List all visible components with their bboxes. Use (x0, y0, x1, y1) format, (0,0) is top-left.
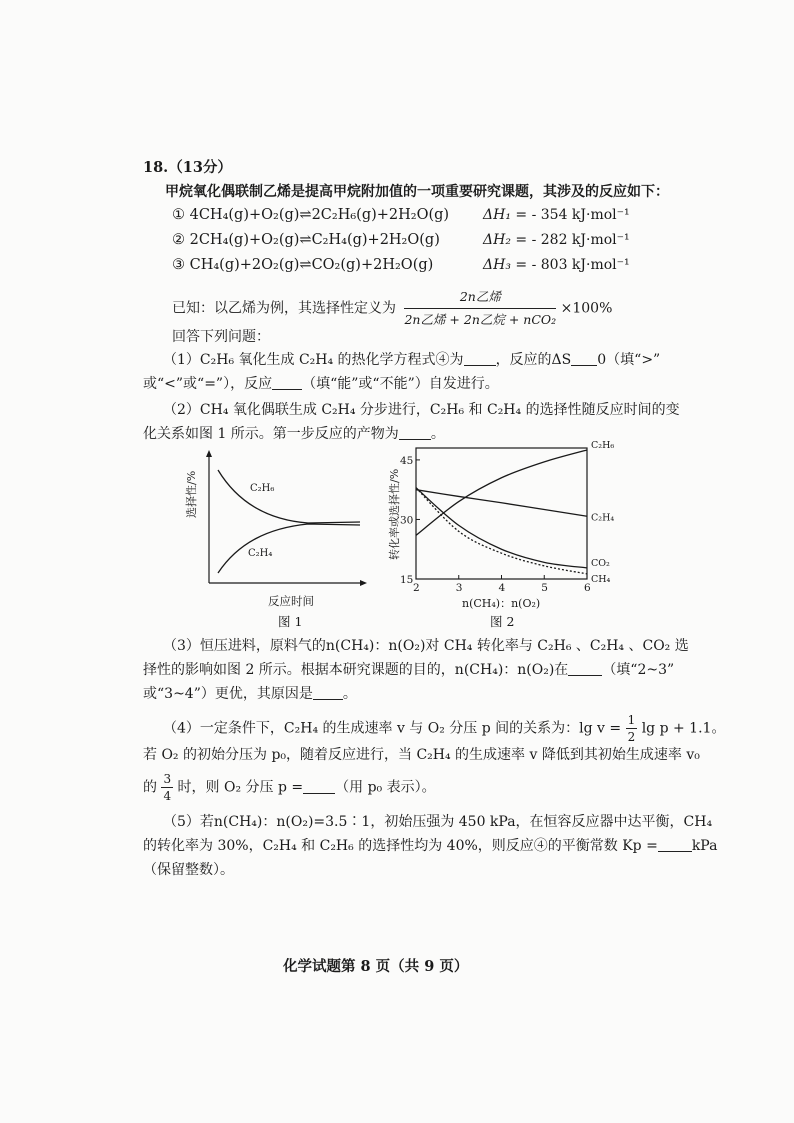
answer-blank[interactable] (571, 351, 597, 366)
enthalpy-2 (483, 232, 630, 248)
fig1-caption: 图 1 (278, 614, 303, 629)
enthalpy-1 (483, 207, 630, 223)
definition-prefix: 已知：以乙烯为例，其选择性定义为 (172, 300, 396, 317)
q4-fraction (626, 713, 638, 744)
q5-line3: （保留整数）。 (143, 862, 234, 878)
fraction-denominator: 4 (163, 789, 172, 803)
q2-text: 。 (430, 426, 445, 442)
reaction-equation: 4CH₄(g)+O₂(g)⇌2C₂H₆(g)+2H₂O(g) (189, 207, 450, 223)
q4-fraction-2 (161, 772, 173, 803)
reaction-label: ② (172, 232, 185, 248)
enthalpy-value: = - 282 kJ·mol⁻¹ (515, 232, 630, 248)
answer-blank[interactable] (303, 779, 335, 794)
q4-line3 (143, 772, 436, 803)
fig2-y-tick-label: 15 (400, 574, 414, 586)
q1-text: 或“<”或“=”），反应 (143, 376, 273, 392)
fig1-ylabel: 选择性/% (185, 470, 198, 518)
selectivity-fraction (404, 287, 556, 330)
fig2-series-label: CH₄ (591, 573, 611, 585)
q1-text: （1）C₂H₆ 氧化生成 C₂H₄ 的热化学方程式④为 (163, 352, 464, 368)
q1-text: 0（填“>” (597, 352, 661, 368)
fig2-series-line (416, 490, 587, 517)
enthalpy-value: = - 803 kJ·mol⁻¹ (515, 257, 630, 273)
answer-intro: 回答下列问题： (172, 329, 270, 345)
fig1-label-lower: C₂H₄ (248, 548, 273, 559)
fig1-curve-upper (218, 470, 360, 523)
fig2-ylabel: 转化率或选择性/% (388, 468, 401, 560)
fig2-x-tick-label: 2 (413, 582, 420, 594)
q5-text: 的转化率为 30%，C₂H₄ 和 C₂H₆ 的选择性均为 40%，则反应④的平衡常数 Kp = (143, 838, 658, 854)
enthalpy-3 (483, 257, 630, 273)
fraction-denominator: 2n乙烯 + 2n乙烷 + nCO₂ (404, 312, 557, 327)
reaction-2 (172, 230, 440, 250)
q4-text: 的 (143, 779, 157, 796)
q4-text: （用 p₀ 表示）。 (335, 779, 436, 796)
figure-1 (178, 448, 378, 638)
enthalpy-symbol: ΔH₃ (483, 257, 511, 273)
q4-line2: 若 O₂ 的初始分压为 p₀，随着反应进行，当 C₂H₄ 的生成速率 v 降低到其初始生成速率 v₀ (143, 747, 700, 763)
q4-text: 时，则 O₂ 分压 p = (177, 779, 304, 796)
q5-text: kPa (691, 838, 718, 854)
question-number: 18.（13分） (143, 159, 232, 176)
q2-line1: （2）CH₄ 氧化偶联生成 C₂H₄ 分步进行，C₂H₆ 和 C₂H₄ 的选择性随反应时间的变 (163, 402, 680, 418)
fig2-series-label: C₂H₆ (591, 440, 615, 451)
q1-text: ，反应的ΔS (495, 352, 572, 368)
fig1-y-arrow-icon (206, 450, 212, 457)
fig2-series-line (416, 488, 587, 574)
fraction-denominator: 2 (627, 730, 636, 744)
reaction-equation: CH₄(g)+2O₂(g)⇌CO₂(g)+2H₂O(g) (189, 257, 434, 273)
fig2-xlabel: n(CH₄)：n(O₂) (462, 597, 541, 610)
fraction-numerator: 3 (163, 772, 172, 786)
reaction-equation: 2CH₄(g)+O₂(g)⇌C₂H₄(g)+2H₂O(g) (189, 232, 440, 248)
page-footer: 化学试题第 8 页（共 9 页） (283, 958, 469, 975)
answer-blank[interactable] (313, 685, 343, 700)
q1-line2 (143, 374, 499, 394)
q1-text: （填“能”或“不能”）自发进行。 (302, 376, 499, 392)
definition-suffix: ×100% (560, 300, 613, 317)
fig2-plot-frame (416, 448, 587, 579)
q3-text: 择性的影响如图 2 所示。根据本研究课题的目的，n(CH₄)：n(O₂)在 (143, 662, 569, 678)
fraction-numerator: 1 (627, 713, 636, 727)
fig2-caption: 图 2 (490, 614, 515, 629)
fraction-numerator: 2n乙烯 (404, 287, 556, 309)
figure-2 (380, 440, 630, 640)
reaction-1 (172, 205, 449, 225)
reaction-label: ① (172, 207, 185, 223)
fig1-xlabel: 反应时间 (268, 594, 314, 608)
q4-text: lg p + 1.1。 (641, 720, 726, 737)
fig2-y-tick-label: 30 (400, 514, 414, 527)
fig2-y-tick-label: 45 (400, 454, 414, 467)
fig1-curve-lower (218, 524, 360, 573)
q2-text: 化关系如图 1 所示。第一步反应的产物为 (143, 426, 399, 442)
q3-line1: （3）恒压进料，原料气的n(CH₄)：n(O₂)对 CH₄ 转化率与 C₂H₆ 、C₂H₄ 、CO₂ 选 (163, 638, 689, 654)
enthalpy-symbol: ΔH₁ (483, 207, 511, 223)
answer-blank[interactable] (658, 837, 692, 852)
q5-line2 (143, 836, 717, 856)
fig2-x-tick-label: 3 (455, 582, 463, 594)
fig2-series-label: C₂H₄ (591, 512, 615, 524)
fig2-series-line (416, 450, 587, 535)
question-intro: 甲烷氧化偶联制乙烯是提高甲烷附加值的一项重要研究课题，其涉及的反应如下： (165, 184, 669, 200)
answer-blank[interactable] (464, 351, 496, 366)
selectivity-definition (172, 287, 612, 330)
reaction-3 (172, 255, 433, 275)
q5-line1: （5）若n(CH₄)：n(O₂)=3.5∶1，初始压强为 450 kPa，在恒容反应器中达平衡，CH₄ (163, 814, 713, 830)
q4-line1 (163, 713, 725, 744)
fig2-x-tick-label: 4 (498, 582, 506, 594)
q3-line2 (143, 660, 674, 680)
enthalpy-value: = - 354 kJ·mol⁻¹ (515, 207, 630, 223)
fig1-x-arrow-icon (360, 580, 367, 586)
q3-text: 或“3~4”）更优，其原因是 (143, 686, 313, 702)
q3-line3 (143, 684, 357, 704)
answer-blank[interactable] (568, 661, 602, 676)
fig2-series-line (416, 488, 587, 568)
enthalpy-symbol: ΔH₂ (483, 232, 511, 248)
answer-blank[interactable] (272, 375, 302, 390)
fig2-x-tick-label: 6 (584, 582, 591, 594)
reaction-label: ③ (172, 257, 185, 273)
q3-text: （填“2~3” (602, 662, 675, 678)
q3-text: 。 (342, 686, 357, 702)
fig2-x-tick-label: 5 (541, 582, 548, 594)
answer-blank[interactable] (399, 425, 431, 440)
q1-line1 (163, 350, 660, 370)
q4-text: （4）一定条件下，C₂H₄ 的生成速率 v 与 O₂ 分压 p 间的关系为：lg v = (163, 720, 622, 737)
fig1-label-upper: C₂H₆ (250, 483, 275, 494)
fig2-series-label: CO₂ (591, 557, 610, 569)
